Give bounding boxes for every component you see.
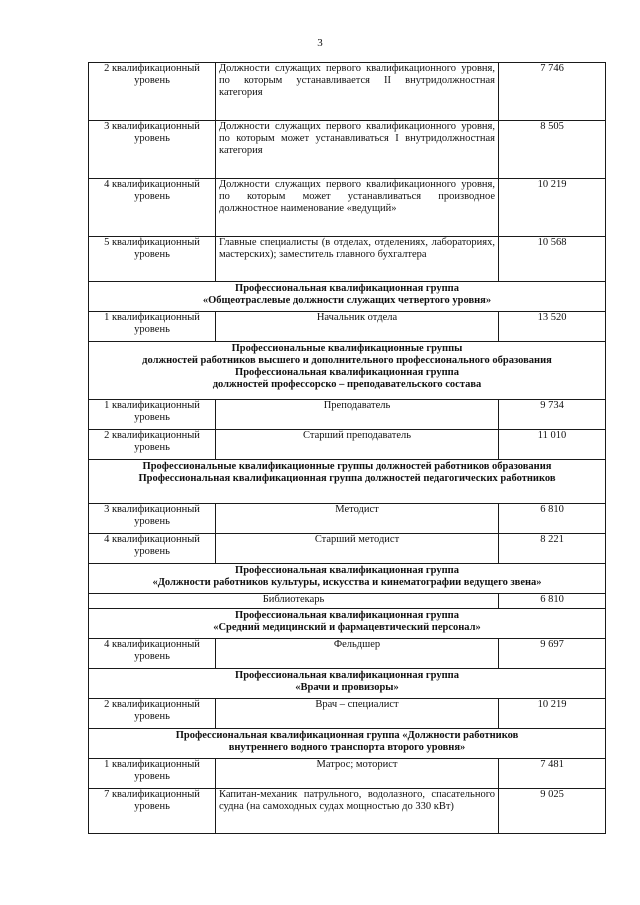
level-cell: 4 квалификационный уровень (89, 179, 216, 237)
group-header (89, 564, 606, 594)
group-header-line: Профессиональная квалификационная группа (235, 670, 459, 681)
group-header-row (89, 669, 606, 699)
table-row (89, 63, 606, 121)
salary-cell: 7 481 (499, 759, 606, 789)
salary-cell: 9 025 (499, 789, 606, 834)
group-header-row (89, 460, 606, 504)
position-cell: Начальник отдела (216, 312, 499, 342)
group-header-line: Профессиональная квалификационная группа (235, 565, 459, 576)
position-cell: Должности служащих первого квалификационного уровня, по которым устанавливается II внутридолжностная категория (216, 63, 499, 121)
position-cell: Преподаватель (216, 400, 499, 430)
group-header-line: Профессиональная квалификационная группа (235, 610, 459, 621)
level-cell: 1 квалификационный уровень (89, 759, 216, 789)
salary-cell: 8 221 (499, 534, 606, 564)
table-row (89, 759, 606, 789)
group-header-line: Профессиональные квалификационные группы должностей работников образования (142, 461, 552, 472)
level-cell: 1 квалификационный уровень (89, 312, 216, 342)
table-row (89, 504, 606, 534)
position-cell: Должности служащих первого квалификационного уровня, по которым может устанавливаться I внутридолжностная категория (216, 121, 499, 179)
group-header-line: Профессиональная квалификационная группа (235, 283, 459, 294)
group-header-row (89, 564, 606, 594)
position-cell: Методист (216, 504, 499, 534)
group-header (89, 282, 606, 312)
position-cell: Библиотекарь (89, 594, 499, 609)
salary-cell: 9 734 (499, 400, 606, 430)
group-header-line: Профессиональная квалификационная группа должностей педагогических работников (138, 473, 556, 484)
table-row (89, 639, 606, 669)
table-row (89, 534, 606, 564)
group-header-line: должностей работников высшего и дополнительного профессионального образования (142, 355, 552, 366)
position-cell: Главные специалисты (в отделах, отделениях, лабораториях, мастерских); заместитель главного бухгалтера (216, 237, 499, 282)
salary-cell: 11 010 (499, 430, 606, 460)
position-cell: Должности служащих первого квалификационного уровня, по которым может устанавливаться производное должностное наименование «ведущий» (216, 179, 499, 237)
group-header-row (89, 729, 606, 759)
group-header-row (89, 609, 606, 639)
level-cell: 2 квалификационный уровень (89, 699, 216, 729)
salary-cell: 13 520 (499, 312, 606, 342)
level-cell: 4 квалификационный уровень (89, 639, 216, 669)
level-cell: 5 квалификационный уровень (89, 237, 216, 282)
salary-cell: 8 505 (499, 121, 606, 179)
table-row (89, 179, 606, 237)
group-header-line: Профессиональная квалификационная группа (235, 367, 459, 378)
position-cell: Старший преподаватель (216, 430, 499, 460)
table-row (89, 430, 606, 460)
group-header-line: «Должности работников культуры, искусства и кинематографии ведущего звена» (152, 577, 542, 588)
table-row (89, 237, 606, 282)
salary-cell: 7 746 (499, 63, 606, 121)
level-cell: 2 квалификационный уровень (89, 63, 216, 121)
table-row (89, 400, 606, 430)
table-row (89, 312, 606, 342)
group-header-line: Профессиональные квалификационные группы (231, 343, 463, 354)
group-header-line: внутреннего водного транспорта второго уровня» (228, 742, 466, 753)
level-cell: 3 квалификационный уровень (89, 504, 216, 534)
group-header-line: «Общеотраслевые должности служащих четвертого уровня» (202, 295, 492, 306)
table-row (89, 699, 606, 729)
salary-cell: 10 219 (499, 179, 606, 237)
group-header-row (89, 282, 606, 312)
salary-cell: 6 810 (499, 504, 606, 534)
group-header-line: «Врачи и провизоры» (295, 682, 399, 693)
salary-cell: 10 219 (499, 699, 606, 729)
position-cell: Капитан-механик патрульного, водолазного, спасательного судна (на самоходных судах мощностью до 330 кВт) (216, 789, 499, 834)
group-header (89, 609, 606, 639)
salary-cell: 9 697 (499, 639, 606, 669)
level-cell: 7 квалификационный уровень (89, 789, 216, 834)
salary-cell: 6 810 (499, 594, 606, 609)
table-row (89, 594, 606, 609)
group-header-line: «Средний медицинский и фармацевтический персонал» (213, 622, 481, 633)
table-row (89, 121, 606, 179)
group-header (89, 669, 606, 699)
position-cell: Фельдшер (216, 639, 499, 669)
group-header (89, 729, 606, 759)
position-cell: Старший методист (216, 534, 499, 564)
level-cell: 4 квалификационный уровень (89, 534, 216, 564)
table-row (89, 789, 606, 834)
position-cell: Врач – специалист (216, 699, 499, 729)
group-header-row (89, 342, 606, 400)
group-header-line: должностей профессорско – преподавательского состава (212, 379, 482, 390)
position-cell: Матрос; моторист (216, 759, 499, 789)
level-cell: 3 квалификационный уровень (89, 121, 216, 179)
group-header (89, 460, 606, 504)
page-number: 3 (317, 37, 323, 49)
salary-cell: 10 568 (499, 237, 606, 282)
salary-table (88, 62, 606, 834)
group-header (89, 342, 606, 400)
level-cell: 2 квалификационный уровень (89, 430, 216, 460)
group-header-line: Профессиональная квалификационная группа «Должности работников (175, 730, 519, 741)
level-cell: 1 квалификационный уровень (89, 400, 216, 430)
